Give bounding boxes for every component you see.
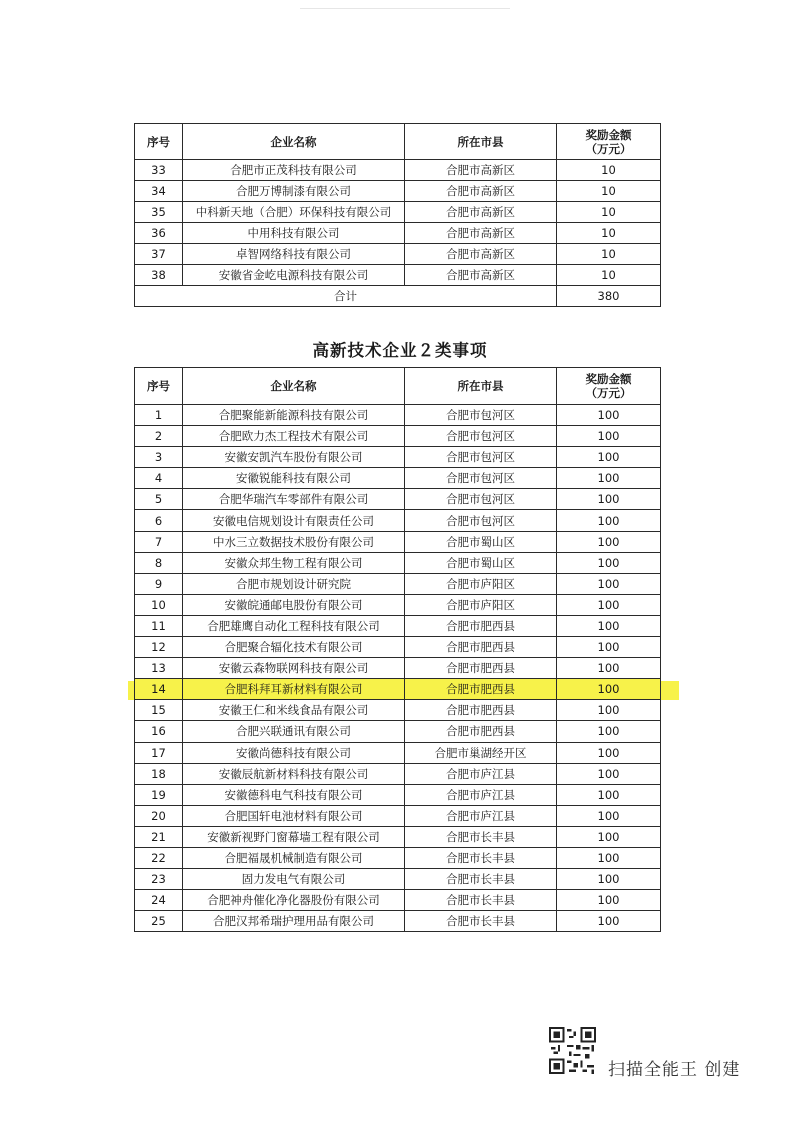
cell-location: 合肥市长丰县 xyxy=(405,911,557,932)
cell-company-name: 安徽云森物联网科技有限公司 xyxy=(183,658,405,679)
cell-location: 合肥市庐江县 xyxy=(405,763,557,784)
table-row xyxy=(135,763,661,784)
cell-location: 合肥市长丰县 xyxy=(405,826,557,847)
cell-company-name: 中用科技有限公司 xyxy=(183,223,405,244)
cell-company-name: 合肥神舟催化净化器股份有限公司 xyxy=(183,890,405,911)
header-amount-line2: （万元） xyxy=(585,386,632,400)
cell-company-name: 安徽电信规划设计有限责任公司 xyxy=(183,510,405,531)
cell-company-name: 合肥聚能新能源科技有限公司 xyxy=(183,405,405,426)
header-amount-line1: 奖励金额 xyxy=(585,127,632,142)
cell-company-name: 中水三立数据技术股份有限公司 xyxy=(183,531,405,552)
table-row xyxy=(135,181,661,202)
table-row xyxy=(135,573,661,594)
cell-no: 24 xyxy=(135,890,183,911)
cell-location: 合肥市高新区 xyxy=(405,265,557,286)
cell-no: 5 xyxy=(135,489,183,510)
cell-company-name: 安徽省金屹电源科技有限公司 xyxy=(183,265,405,286)
cell-no: 14 xyxy=(135,679,183,700)
cell-no: 9 xyxy=(135,573,183,594)
cell-location: 合肥市庐阳区 xyxy=(405,573,557,594)
header-no: 序号 xyxy=(135,368,183,405)
cell-no: 23 xyxy=(135,869,183,890)
cell-company-name: 安徽新视野门窗幕墙工程有限公司 xyxy=(183,826,405,847)
cell-location: 合肥市庐阳区 xyxy=(405,594,557,615)
cell-company-name: 合肥聚合辐化技术有限公司 xyxy=(183,637,405,658)
table-row xyxy=(135,552,661,573)
table-row xyxy=(135,265,661,286)
header-amount xyxy=(557,368,661,405)
cell-location: 合肥市包河区 xyxy=(405,405,557,426)
cell-amount: 10 xyxy=(557,223,661,244)
table-row xyxy=(135,489,661,510)
cell-location: 合肥市庐江县 xyxy=(405,784,557,805)
cell-company-name: 安徽安凯汽车股份有限公司 xyxy=(183,447,405,468)
cell-location: 合肥市包河区 xyxy=(405,426,557,447)
cell-company-name: 安徽辰航新材料科技有限公司 xyxy=(183,763,405,784)
cell-no: 2 xyxy=(135,426,183,447)
cell-amount: 10 xyxy=(557,181,661,202)
cell-no: 33 xyxy=(135,160,183,181)
award-table-2 xyxy=(134,367,661,932)
cell-amount: 100 xyxy=(557,615,661,636)
award-table-1 xyxy=(134,123,661,307)
cell-amount: 100 xyxy=(557,679,661,700)
cell-no: 7 xyxy=(135,531,183,552)
cell-amount: 100 xyxy=(557,826,661,847)
cell-no: 17 xyxy=(135,742,183,763)
cell-no: 4 xyxy=(135,468,183,489)
cell-no: 35 xyxy=(135,202,183,223)
cell-no: 6 xyxy=(135,510,183,531)
table-row xyxy=(135,805,661,826)
cell-location: 合肥市高新区 xyxy=(405,223,557,244)
table-row xyxy=(135,531,661,552)
table-row xyxy=(135,426,661,447)
cell-no: 10 xyxy=(135,594,183,615)
table-row xyxy=(135,202,661,223)
cell-company-name: 合肥兴联通讯有限公司 xyxy=(183,721,405,742)
table-row xyxy=(135,447,661,468)
cell-company-name: 合肥国轩电池材料有限公司 xyxy=(183,805,405,826)
cell-no: 36 xyxy=(135,223,183,244)
cell-no: 22 xyxy=(135,847,183,868)
cell-location: 合肥市包河区 xyxy=(405,489,557,510)
cell-company-name: 固力发电气有限公司 xyxy=(183,869,405,890)
cell-amount: 100 xyxy=(557,847,661,868)
cell-company-name: 中科新天地（合肥）环保科技有限公司 xyxy=(183,202,405,223)
cell-no: 21 xyxy=(135,826,183,847)
section-title: 高新技术企业２类事项 xyxy=(312,341,488,360)
cell-amount: 100 xyxy=(557,763,661,784)
cell-amount: 100 xyxy=(557,510,661,531)
cell-location: 合肥市包河区 xyxy=(405,510,557,531)
cell-company-name: 合肥华瑞汽车零部件有限公司 xyxy=(183,489,405,510)
header-amount-line1: 奖励金额 xyxy=(585,372,632,386)
cell-amount: 100 xyxy=(557,637,661,658)
cell-amount: 100 xyxy=(557,573,661,594)
table-row xyxy=(135,637,661,658)
cell-amount: 10 xyxy=(557,160,661,181)
cell-amount: 100 xyxy=(557,911,661,932)
scan-edge-line xyxy=(300,8,510,9)
cell-location: 合肥市长丰县 xyxy=(405,890,557,911)
cell-no: 37 xyxy=(135,244,183,265)
cell-amount: 100 xyxy=(557,890,661,911)
cell-location: 合肥市高新区 xyxy=(405,160,557,181)
cell-no: 13 xyxy=(135,658,183,679)
cell-location: 合肥市高新区 xyxy=(405,202,557,223)
cell-company-name: 合肥市正茂科技有限公司 xyxy=(183,160,405,181)
table-row xyxy=(135,784,661,805)
cell-amount: 100 xyxy=(557,531,661,552)
table-row xyxy=(135,468,661,489)
cell-amount: 100 xyxy=(557,552,661,573)
table-row xyxy=(135,869,661,890)
cell-location: 合肥市肥西县 xyxy=(405,658,557,679)
cell-amount: 100 xyxy=(557,489,661,510)
cell-company-name: 合肥雄鹰自动化工程科技有限公司 xyxy=(183,615,405,636)
header-location: 所在市县 xyxy=(405,124,557,160)
cell-no: 15 xyxy=(135,700,183,721)
cell-location: 合肥市高新区 xyxy=(405,181,557,202)
cell-no: 12 xyxy=(135,637,183,658)
cell-location: 合肥市蜀山区 xyxy=(405,552,557,573)
table-header-row xyxy=(135,124,661,160)
cell-amount: 100 xyxy=(557,700,661,721)
table-row xyxy=(135,679,661,700)
cell-no: 3 xyxy=(135,447,183,468)
cell-company-name: 安徽尚德科技有限公司 xyxy=(183,742,405,763)
cell-company-name: 卓智网络科技有限公司 xyxy=(183,244,405,265)
cell-no: 38 xyxy=(135,265,183,286)
cell-amount: 100 xyxy=(557,594,661,615)
header-location: 所在市县 xyxy=(405,368,557,405)
cell-amount: 100 xyxy=(557,468,661,489)
table-row xyxy=(135,244,661,265)
cell-location: 合肥市巢湖经开区 xyxy=(405,742,557,763)
cell-company-name: 合肥汉邦希瑞护理用品有限公司 xyxy=(183,911,405,932)
cell-location: 合肥市长丰县 xyxy=(405,847,557,868)
table-row xyxy=(135,826,661,847)
cell-company-name: 合肥市规划设计研究院 xyxy=(183,573,405,594)
table-row xyxy=(135,721,661,742)
scanner-watermark: 扫描全能王 创建 xyxy=(608,1060,741,1080)
total-label: 合计 xyxy=(135,286,557,307)
table-row xyxy=(135,847,661,868)
table-row xyxy=(135,223,661,244)
cell-location: 合肥市蜀山区 xyxy=(405,531,557,552)
cell-location: 合肥市包河区 xyxy=(405,447,557,468)
table-row xyxy=(135,405,661,426)
total-row xyxy=(135,286,661,307)
cell-amount: 100 xyxy=(557,805,661,826)
cell-no: 25 xyxy=(135,911,183,932)
cell-company-name: 合肥欧力杰工程技术有限公司 xyxy=(183,426,405,447)
qr-code-icon xyxy=(549,1027,596,1074)
cell-location: 合肥市高新区 xyxy=(405,244,557,265)
cell-amount: 10 xyxy=(557,265,661,286)
table-header-row xyxy=(135,368,661,405)
header-amount-line2: （万元） xyxy=(585,141,632,156)
cell-amount: 100 xyxy=(557,784,661,805)
cell-no: 20 xyxy=(135,805,183,826)
cell-no: 11 xyxy=(135,615,183,636)
header-name: 企业名称 xyxy=(183,368,405,405)
cell-location: 合肥市肥西县 xyxy=(405,700,557,721)
table-row xyxy=(135,615,661,636)
cell-company-name: 合肥科拜耳新材料有限公司 xyxy=(183,679,405,700)
table-row xyxy=(135,510,661,531)
cell-amount: 10 xyxy=(557,244,661,265)
cell-company-name: 安徽王仁和米线食品有限公司 xyxy=(183,700,405,721)
cell-company-name: 安徽皖通邮电股份有限公司 xyxy=(183,594,405,615)
cell-amount: 100 xyxy=(557,426,661,447)
table-row xyxy=(135,594,661,615)
table-row xyxy=(135,890,661,911)
cell-company-name: 合肥万博制漆有限公司 xyxy=(183,181,405,202)
header-name: 企业名称 xyxy=(183,124,405,160)
table-row xyxy=(135,700,661,721)
cell-company-name: 安徽锐能科技有限公司 xyxy=(183,468,405,489)
cell-no: 34 xyxy=(135,181,183,202)
cell-company-name: 安徽众邦生物工程有限公司 xyxy=(183,552,405,573)
cell-no: 19 xyxy=(135,784,183,805)
cell-amount: 100 xyxy=(557,869,661,890)
header-no: 序号 xyxy=(135,124,183,160)
cell-location: 合肥市肥西县 xyxy=(405,615,557,636)
cell-location: 合肥市肥西县 xyxy=(405,637,557,658)
cell-location: 合肥市长丰县 xyxy=(405,869,557,890)
cell-amount: 100 xyxy=(557,721,661,742)
cell-no: 8 xyxy=(135,552,183,573)
cell-amount: 100 xyxy=(557,742,661,763)
header-amount xyxy=(557,124,661,160)
cell-company-name: 安徽德科电气科技有限公司 xyxy=(183,784,405,805)
table-row xyxy=(135,160,661,181)
cell-location: 合肥市包河区 xyxy=(405,468,557,489)
cell-location: 合肥市肥西县 xyxy=(405,679,557,700)
cell-company-name: 合肥福晟机械制造有限公司 xyxy=(183,847,405,868)
table-row xyxy=(135,658,661,679)
table-row xyxy=(135,911,661,932)
cell-amount: 100 xyxy=(557,658,661,679)
cell-location: 合肥市肥西县 xyxy=(405,721,557,742)
cell-amount: 100 xyxy=(557,405,661,426)
cell-no: 16 xyxy=(135,721,183,742)
cell-location: 合肥市庐江县 xyxy=(405,805,557,826)
cell-amount: 100 xyxy=(557,447,661,468)
total-value: 380 xyxy=(557,286,661,307)
table-row xyxy=(135,742,661,763)
cell-no: 18 xyxy=(135,763,183,784)
cell-no: 1 xyxy=(135,405,183,426)
cell-amount: 10 xyxy=(557,202,661,223)
